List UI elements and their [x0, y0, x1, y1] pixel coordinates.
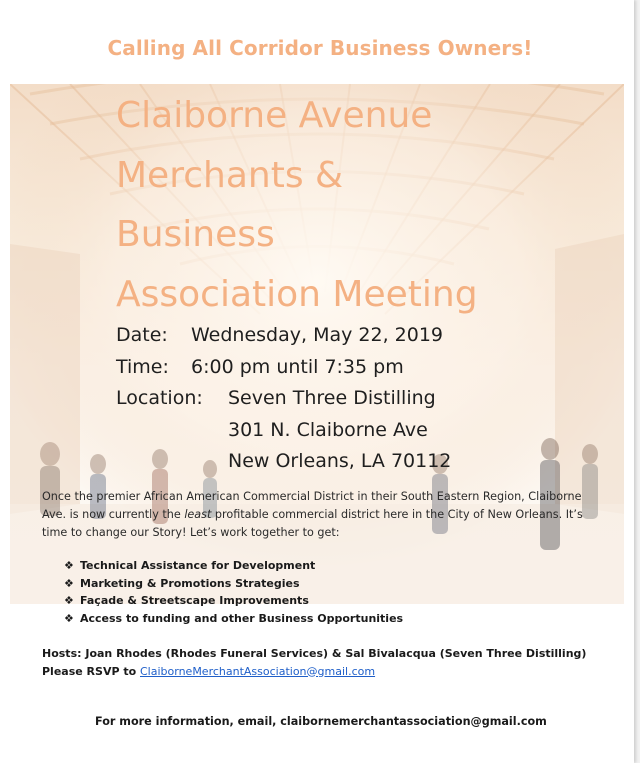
intro-paragraph [42, 488, 602, 542]
diamond-bullet-icon: ❖ [64, 611, 74, 625]
meeting-title [116, 86, 478, 324]
list-item-text: Technical Assistance for Development [80, 559, 316, 572]
list-item-text: Marketing & Promotions Strategies [80, 576, 300, 590]
rsvp-email-link[interactable]: ClaiborneMerchantAssociation@gmail.com [140, 664, 376, 678]
list-item [64, 592, 403, 610]
title-line: Business [116, 214, 275, 255]
list-item-text: Access to funding and other Business Opportunities [80, 611, 404, 625]
headline: Calling All Corridor Business Owners! [107, 36, 533, 60]
location-venue: Seven Three Distilling [228, 387, 436, 409]
hosts-block [42, 645, 586, 680]
intro-text-part2: profitable commercial district here in the City of New Orleans. It’s time to change our Story! Let’s work together to get: [42, 508, 583, 539]
rsvp-prefix: Please RSVP to [42, 664, 140, 678]
location-street: 301 N. Claiborne Ave [228, 418, 428, 441]
hosts-line: Hosts: Joan Rhodes (Rhodes Funeral Services) & Sal Bivalacqua (Seven Three Distilling) [42, 647, 587, 660]
intro-text-part1: Once the premier African American Commercial District in their South Eastern Region, Claiborne Ave. is now currently the [42, 490, 582, 521]
list-item [64, 575, 403, 593]
time-value: 6:00 pm until 7:35 pm [191, 355, 404, 378]
time-label: Time: [116, 355, 169, 378]
location-label: Location: [116, 387, 203, 409]
date-label: Date: [116, 324, 168, 346]
title-line: Claiborne Avenue [116, 95, 433, 136]
diamond-bullet-icon: ❖ [64, 594, 74, 607]
date-value: Wednesday, May 22, 2019 [191, 324, 444, 346]
title-line: Merchants & [116, 154, 344, 196]
goals-list [64, 557, 403, 627]
diamond-bullet-icon: ❖ [64, 559, 74, 572]
footer-contact: For more information, email, claibornemerchantassociation@gmail.com [95, 715, 547, 728]
diamond-bullet-icon: ❖ [64, 576, 74, 590]
intro-emphasis: least [184, 508, 212, 521]
rsvp-line [42, 663, 586, 681]
title-line: Association Meeting [116, 273, 478, 315]
location-city: New Orleans, LA 70112 [228, 450, 452, 472]
list-item [64, 557, 403, 575]
list-item [64, 610, 403, 628]
list-item-text: Façade & Streetscape Improvements [80, 594, 309, 607]
